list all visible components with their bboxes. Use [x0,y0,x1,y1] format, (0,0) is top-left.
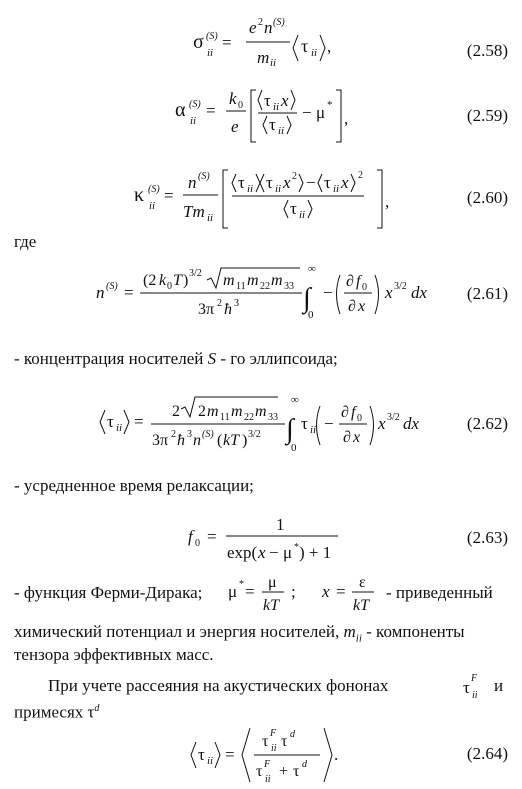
svg-text:(2: (2 [143,272,157,289]
svg-text:τ: τ [266,173,273,192]
svg-text:τ: τ [324,173,331,192]
text-impurity: примесях $\tau^d$ [14,702,100,722]
svg-text:τ: τ [301,36,309,56]
svg-text:−: − [324,414,334,433]
svg-text:;: ; [291,582,296,601]
svg-text:m: m [255,403,267,420]
svg-text:∞: ∞ [308,263,316,275]
svg-text:m: m [207,403,219,420]
svg-text:2: 2 [171,429,176,440]
svg-text:3: 3 [187,429,192,440]
svg-text:∂: ∂ [341,404,349,421]
svg-text:*: * [239,579,244,590]
svg-text:∂: ∂ [346,273,354,290]
svg-text:x: x [353,429,361,446]
equation-number: (2.62) [466,414,508,433]
svg-text:ii: ii [207,212,214,224]
svg-text:x: x [358,298,366,315]
svg-text:n: n [96,283,105,302]
svg-text:m: m [223,272,235,289]
svg-text:3/2: 3/2 [387,412,400,423]
svg-text:22: 22 [244,412,254,423]
svg-text:m: m [247,272,259,289]
svg-text:ii: ii [190,115,197,127]
svg-text:α: α [175,99,186,121]
svg-text:μ: μ [268,574,277,591]
svg-text:2: 2 [292,171,297,182]
svg-text:ii: ii [299,209,306,221]
svg-text:κ: κ [134,184,145,206]
svg-text:,: , [327,37,332,56]
svg-text:ii: ii [265,774,271,785]
equation-2-63 [0,510,522,566]
svg-text:∫: ∫ [303,283,311,314]
svg-text:x: x [281,91,289,110]
svg-text:x: x [322,582,330,601]
formula-concentration [0,258,522,324]
text-tensor: тензора эффективных масс. [14,645,214,664]
svg-text:=: = [164,186,174,205]
equation-number: (2.61) [466,284,508,303]
svg-text:=: = [207,527,217,546]
svg-text:*: * [327,99,333,111]
svg-text:τ: τ [256,763,263,780]
svg-text:ii: ii [278,125,285,137]
svg-text:0: 0 [291,442,297,454]
svg-text:(S): (S) [198,171,210,182]
svg-text:,: , [344,109,349,128]
svg-text:0: 0 [167,281,172,292]
equation-number: (2.59) [466,106,508,125]
equation-number: (2.64) [466,744,508,763]
svg-text:μ: μ [228,582,238,601]
equation-2-58 [0,6,522,69]
equation-2-59 [0,84,522,150]
svg-text:τ: τ [281,733,288,750]
svg-text:ii: ii [271,743,277,754]
svg-text:T: T [173,272,182,289]
svg-text:ii: ii [275,183,282,195]
svg-text:dx: dx [411,283,428,302]
equation-2-64 [0,724,522,786]
svg-text:0: 0 [238,100,243,111]
svg-text:) + 1: ) + 1 [299,543,332,562]
svg-text:2: 2 [217,298,222,309]
svg-text:m: m [257,48,270,67]
formula-kappa [0,162,522,234]
svg-text:): ) [242,432,248,449]
svg-text:ii: ii [247,183,254,195]
svg-text:2: 2 [358,170,363,181]
svg-text:F: F [270,728,277,739]
svg-text:τ: τ [463,678,470,697]
svg-text:0: 0 [195,538,200,549]
svg-text:=: = [245,582,255,601]
svg-text:3: 3 [234,298,239,309]
svg-text:(S): (S) [273,17,285,28]
text-concentration: - концентрация носителей S - го эллипсоида; [14,349,338,368]
svg-text:kT: kT [353,597,369,614]
svg-text:2: 2 [172,403,180,420]
svg-text:0: 0 [308,309,314,321]
svg-text:=: = [134,412,144,431]
svg-text:∞: ∞ [291,394,299,406]
svg-text:x: x [341,173,349,192]
svg-text:n: n [188,173,197,192]
svg-text:m: m [231,403,243,420]
svg-text:τ: τ [293,763,300,780]
equation-number: (2.60) [466,188,508,207]
svg-text:(S): (S) [106,281,118,292]
svg-text:(S): (S) [189,99,201,110]
svg-text:d: d [302,759,307,770]
svg-text:,: , [385,192,390,211]
svg-text:0: 0 [357,413,362,424]
svg-text:(S): (S) [206,31,218,42]
equation-number: (2.58) [466,41,508,60]
svg-text:+: + [279,763,289,780]
svg-text:τ: τ [198,745,205,764]
svg-text:n: n [193,432,201,449]
svg-text:−: − [323,283,333,302]
text-chem-potential: химический потенциал и энергия носителей, $m_{ii}$ - компоненты [14,622,465,645]
svg-text:ii: ii [311,47,318,59]
svg-text:τ: τ [107,412,114,431]
svg-text:d: d [290,729,295,740]
svg-text:ii: ii [207,755,214,767]
svg-text:ε: ε [359,574,366,591]
svg-text:ii: ii [270,57,277,69]
text-avg-time: - усредненное время релаксации; [14,476,254,495]
svg-text:ii: ii [333,183,340,195]
equation-2-61 [0,258,522,324]
svg-text:=: = [225,745,235,764]
svg-text:kT: kT [263,597,279,614]
svg-text:n: n [264,18,273,37]
svg-text:μ: μ [316,103,326,122]
formula-fermi [0,510,522,566]
svg-text:e: e [231,117,239,136]
svg-text:22: 22 [260,281,270,292]
formula-alpha [0,84,522,150]
svg-text:0: 0 [362,282,367,293]
svg-text:μ: μ [283,543,293,562]
svg-text:∂: ∂ [343,429,351,446]
svg-text:11: 11 [236,281,246,292]
svg-text:τ: τ [262,733,269,750]
equation-2-62 [0,389,522,459]
formula-sigma [0,6,522,69]
svg-text:11: 11 [220,412,230,423]
svg-text:F: F [471,673,478,684]
svg-text:33: 33 [268,412,278,423]
svg-text:−: − [306,173,316,192]
svg-text:2: 2 [198,403,206,420]
svg-text:−: − [269,543,279,562]
svg-text:2: 2 [258,17,263,28]
svg-text:1: 1 [276,515,285,534]
svg-text:3π: 3π [152,432,169,449]
svg-text:∂: ∂ [348,298,356,315]
svg-text:ħ: ħ [177,432,185,449]
text-and: и [494,676,504,695]
svg-text:3π: 3π [198,301,215,318]
svg-text:k: k [159,272,167,289]
svg-text:(S): (S) [202,429,214,440]
svg-text:exp(: exp( [227,543,258,562]
svg-text:): ) [183,272,189,289]
svg-text:σ: σ [193,31,204,53]
svg-text:ii: ii [149,200,156,212]
formula-avg-tau [0,389,522,459]
svg-text:=: = [206,101,216,120]
equation-2-60 [0,162,522,234]
svg-text:F: F [264,759,271,770]
svg-text:=: = [124,283,134,302]
svg-text:*: * [294,542,299,553]
svg-text:e: e [249,18,257,37]
svg-text:3/2: 3/2 [189,268,202,279]
svg-text:τ: τ [301,414,308,433]
text-fermi-line: - функция Ферми-Дирака; μ * = μ kT ; x = ε kT - приведенный [0,573,522,617]
svg-text:x: x [385,283,393,302]
svg-text:dx: dx [403,414,420,433]
svg-text:f: f [188,527,193,546]
svg-text:f: f [356,273,361,290]
svg-text:3/2: 3/2 [248,429,261,440]
svg-text:τ: τ [269,115,276,134]
svg-text:ii: ii [310,424,317,436]
svg-text:3/2: 3/2 [394,281,407,292]
svg-text:=: = [222,33,232,52]
svg-text:.: . [334,745,339,764]
text-scattering: При учете рассеяния на акустических фононах [48,676,389,695]
svg-text:ħ: ħ [224,301,232,318]
svg-text:kT: kT [223,432,239,449]
equation-number: (2.63) [466,528,508,547]
svg-text:=: = [336,582,346,601]
svg-text:x: x [378,414,386,433]
svg-text:f: f [351,404,356,421]
svg-text:ii: ii [273,101,280,113]
text-where: где [14,232,37,251]
svg-text:33: 33 [284,281,294,292]
svg-text:τ: τ [290,199,297,218]
svg-text:(: ( [217,432,223,449]
svg-text:k: k [229,89,237,108]
svg-text:ii: ii [472,690,478,701]
svg-text:(S): (S) [148,184,160,195]
svg-text:−: − [302,103,312,122]
svg-text:ii: ii [207,47,214,59]
svg-text:x: x [258,543,266,562]
svg-text:τ: τ [264,91,271,110]
svg-text:ii: ii [116,422,123,434]
svg-text:m: m [271,272,283,289]
svg-text:Tm: Tm [183,202,205,221]
svg-text:x: x [283,173,291,192]
svg-text:∫: ∫ [286,414,294,445]
formula-tau-combined [0,724,522,786]
svg-text:τ: τ [238,173,245,192]
